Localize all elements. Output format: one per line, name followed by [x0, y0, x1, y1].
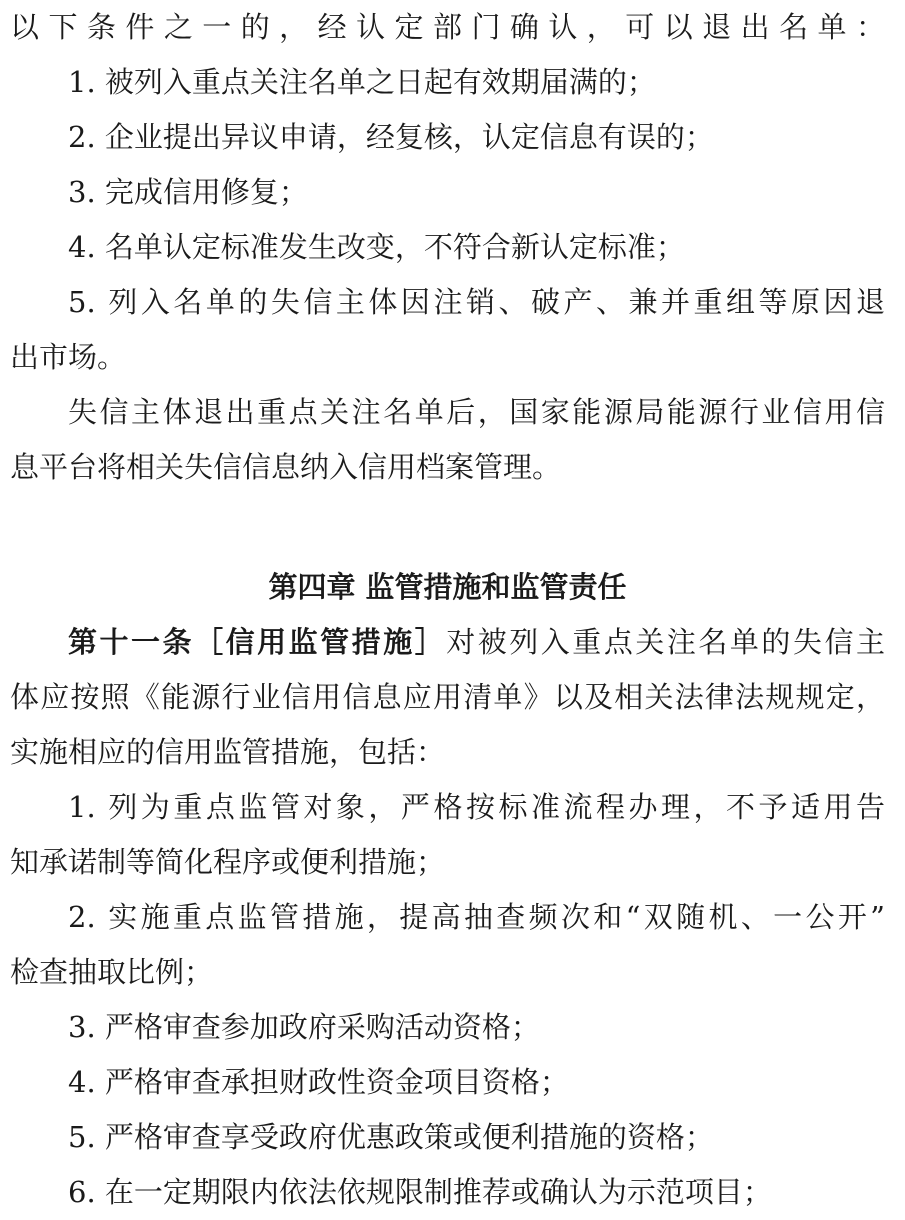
article-11-first-line [10, 615, 885, 670]
document-page [10, 0, 885, 1220]
exit-condition-3: 3. 完成信用修复； [68, 175, 308, 209]
article-heading: 第十一条［信用监管措施］ [68, 625, 447, 659]
intro-line: 以下条件之一的，经认定部门确认，可以退出名单： [10, 10, 885, 44]
measure-1-cont: 知承诺制等简化程序或便利措施； [10, 845, 446, 879]
article-body-line: 体应按照《能源行业信用信息应用清单》以及相关法律法规规定， [10, 680, 885, 714]
after-exit-paragraph: 失信主体退出重点关注名单后，国家能源局能源行业信用信 [68, 395, 885, 429]
chapter-title: 第四章 监管措施和监管责任 [268, 570, 627, 604]
measure-2: 2. 实施重点监管措施，提高抽查频次和“双随机、一公开” [68, 900, 885, 934]
measure-2-cont: 检查抽取比例； [10, 955, 214, 989]
exit-condition-1: 1. 被列入重点关注名单之日起有效期届满的； [68, 65, 656, 99]
measure-5: 5. 严格审查享受政府优惠政策或便利措施的资格； [68, 1120, 714, 1154]
measure-3: 3. 严格审查参加政府采购活动资格； [68, 1010, 540, 1044]
article-body-first: 对被列入重点关注名单的失信主 [446, 625, 885, 659]
exit-condition-4: 4. 名单认定标准发生改变，不符合新认定标准； [68, 230, 685, 264]
exit-condition-5-cont: 出市场。 [10, 340, 127, 374]
exit-condition-5: 5. 列入名单的失信主体因注销、破产、兼并重组等原因退 [68, 285, 885, 319]
exit-condition-2: 2. 企业提出异议申请，经复核，认定信息有误的； [68, 120, 714, 154]
measure-4: 4. 严格审查承担财政性资金项目资格； [68, 1065, 569, 1099]
measure-6: 6. 在一定期限内依法依规限制推荐或确认为示范项目； [68, 1175, 772, 1209]
after-exit-paragraph-cont: 息平台将相关失信信息纳入信用档案管理。 [10, 450, 562, 484]
section-gap [10, 495, 885, 560]
article-body-line: 实施相应的信用监管措施，包括： [10, 735, 446, 769]
measure-1: 1. 列为重点监管对象，严格按标准流程办理，不予适用告 [68, 790, 885, 824]
